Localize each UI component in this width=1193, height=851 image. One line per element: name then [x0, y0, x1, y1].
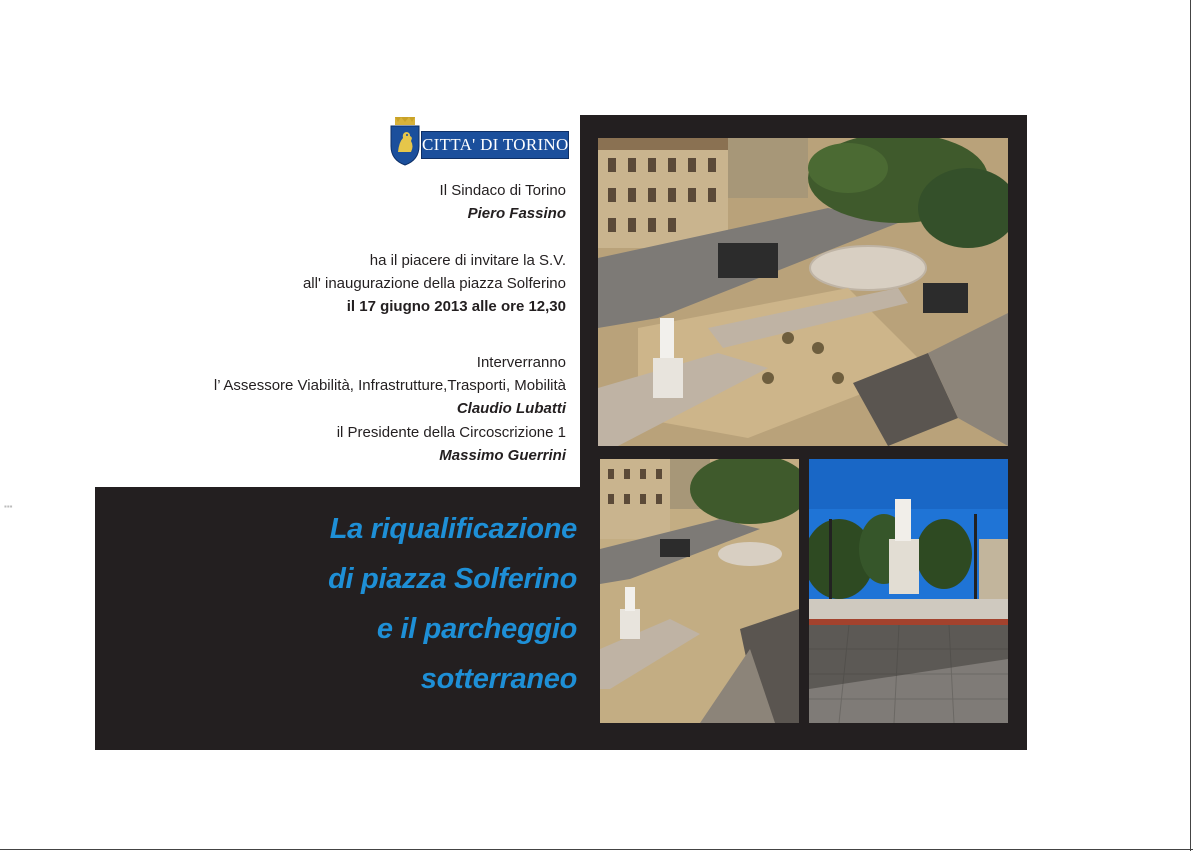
- page-edge-right: [1190, 0, 1191, 851]
- headline-line-4: sotterraneo: [420, 663, 577, 695]
- logo-band: [421, 131, 569, 159]
- page-edge-bottom: [0, 849, 1193, 850]
- invite-line-mayor-name: Piero Fassino: [467, 205, 566, 222]
- photo-piazza-side-view: [600, 459, 799, 723]
- photo-piazza-aerial: [598, 138, 1008, 446]
- headline-line-1: La riqualificazione: [329, 513, 577, 545]
- logo-text: CITTA' DI TORINO: [422, 135, 569, 154]
- invite-line-presidente-name: Massimo Guerrini: [439, 447, 566, 464]
- invite-line-invitation: ha il piacere di invitare la S.V.: [369, 252, 566, 269]
- headline-line-2: di piazza Solferino: [328, 563, 577, 595]
- headline-line-3: e il parcheggio: [376, 613, 577, 645]
- invite-line-assessore-name: Claudio Lubatti: [456, 400, 566, 417]
- invite-line-speakers-heading: Interverranno: [476, 354, 566, 371]
- invite-line-sindaco: Il Sindaco di Torino: [439, 182, 566, 199]
- invite-line-presidente: il Presidente della Circoscrizione 1: [336, 424, 566, 441]
- invite-line-date-time: il 17 giugno 2013 alle ore 12,30: [346, 298, 566, 315]
- side-mark: ▪▪▪: [4, 502, 13, 511]
- torino-coat-of-arms-icon: [389, 116, 421, 166]
- citta-di-torino-logo: [389, 116, 569, 168]
- invite-line-inauguration: all' inaugurazione della piazza Solferino: [302, 275, 566, 292]
- invite-line-assessore: l’ Assessore Viabilità, Infrastrutture,Trasporti, Mobilità: [213, 377, 566, 394]
- photo-statue-street-level: [809, 459, 1008, 723]
